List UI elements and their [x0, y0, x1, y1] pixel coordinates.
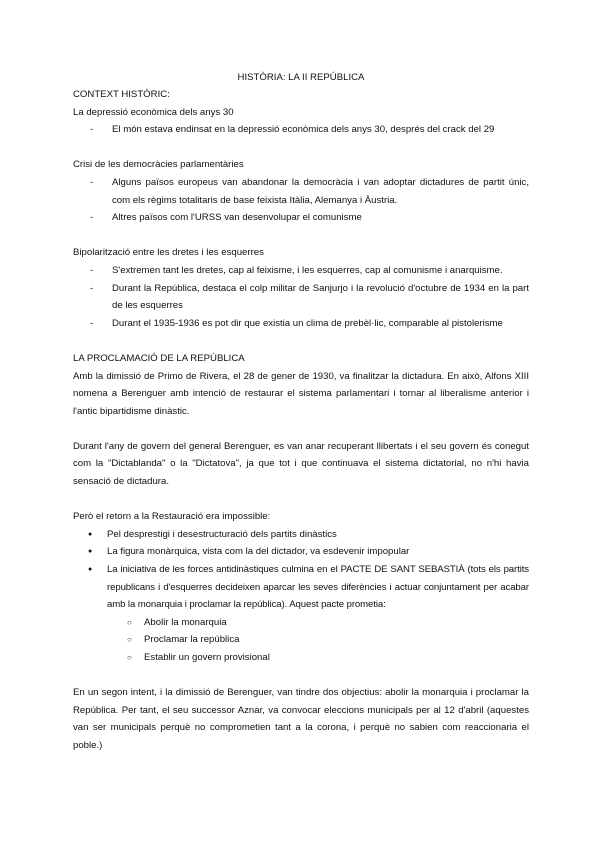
sub-list: [73, 614, 529, 667]
list-item: ○ Establir un govern provisional: [73, 649, 529, 667]
bipolar-list: [73, 262, 529, 332]
depression-list: [73, 121, 529, 139]
list-item: - S'extremen tant les dretes, cap al feixisme, i les esquerres, cap al comunisme i anarquisme.: [73, 262, 529, 280]
list-item: ● La figura monàrquica, vista com la del dictador, va esdevenir impopular: [73, 543, 529, 561]
bipolar-heading: Bipolarització entre les dretes i les esquerres: [73, 247, 264, 259]
list-item: - Altres països com l'URSS van desenvolupar el comunisme: [73, 209, 529, 227]
bullet-list: [73, 526, 529, 614]
proclamation-heading: LA PROCLAMACIÓ DE LA REPÚBLICA: [73, 352, 245, 364]
document-body: [73, 69, 529, 755]
crisis-list: [73, 174, 529, 227]
list-item: - Durant la República, destaca el colp militar de Sanjurjo i la revolució d'octubre de 1934 en la part de les esquerres: [73, 280, 529, 315]
list-item: ● La iniciativa de les forces antidinàstiques culmina en el PACTE DE SANT SEBASTIÀ (tots els partits republicans i d'esquerres decideixen aparcar les seves diferències i actuar conjuntament per acabar amb la monarquia i proclamar la república). Aquest pacte prometia:: [73, 561, 529, 614]
list-item: ○ Abolir la monarquia: [73, 614, 529, 632]
paragraph: Amb la dimissió de Primo de Rivera, el 28 de gener de 1930, va finalitzar la dictadura. En això, Alfons XIII nomena a Berenguer amb intenció de restaurar el sistema parlamentari i tornar al liberalisme anterior i l'antic bipartidisme dinàstic.: [73, 370, 529, 417]
crisis-heading: Crisi de les democràcies parlamentàries: [73, 159, 244, 171]
list-item: ● Pel desprestigi i desestructuració dels partits dinàstics: [73, 526, 529, 544]
paragraph: Però el retorn a la Restauració era impossible:: [73, 511, 271, 523]
list-item: - Durant el 1935-1936 es pot dir que existia un clima de prebèl·lic, comparable al pistolerisme: [73, 315, 529, 333]
list-item: - Alguns països europeus van abandonar la democràcia i van adoptar dictadures de partit únic, com els règims totalitaris de base feixista Itàlia, Alemanya i Àustria.: [73, 174, 529, 209]
paragraph: Durant l'any de govern del general Berenguer, es van anar recuperant llibertats i el seu govern és conegut com la "Dictablanda" o la "Dictatova", ja que tot i que continuava el sistema dictatorial, no n'hi havia sensació de dictadura.: [73, 440, 529, 488]
list-item: - El món estava endinsat en la depressió econòmica dels anys 30, després del crack del 29: [73, 121, 529, 139]
depression-heading: La depressió econòmica dels anys 30: [73, 106, 234, 118]
paragraph: En un segon intent, i la dimissió de Berenguer, van tindre dos objectius: abolir la monarquia i proclamar la República. Per tant, el seu successor Aznar, va convocar eleccions municipals per al 12 d'abril (aquestes van ser municipals perquè no comprometien tant a la corona, i perquè no sabien com reaccionaria el poble.): [73, 687, 529, 751]
document-title: HISTÒRIA: LA II REPÚBLICA: [237, 72, 365, 83]
list-item: ○ Proclamar la república: [73, 631, 529, 649]
context-heading: CONTEXT HISTÒRIC:: [73, 89, 170, 100]
